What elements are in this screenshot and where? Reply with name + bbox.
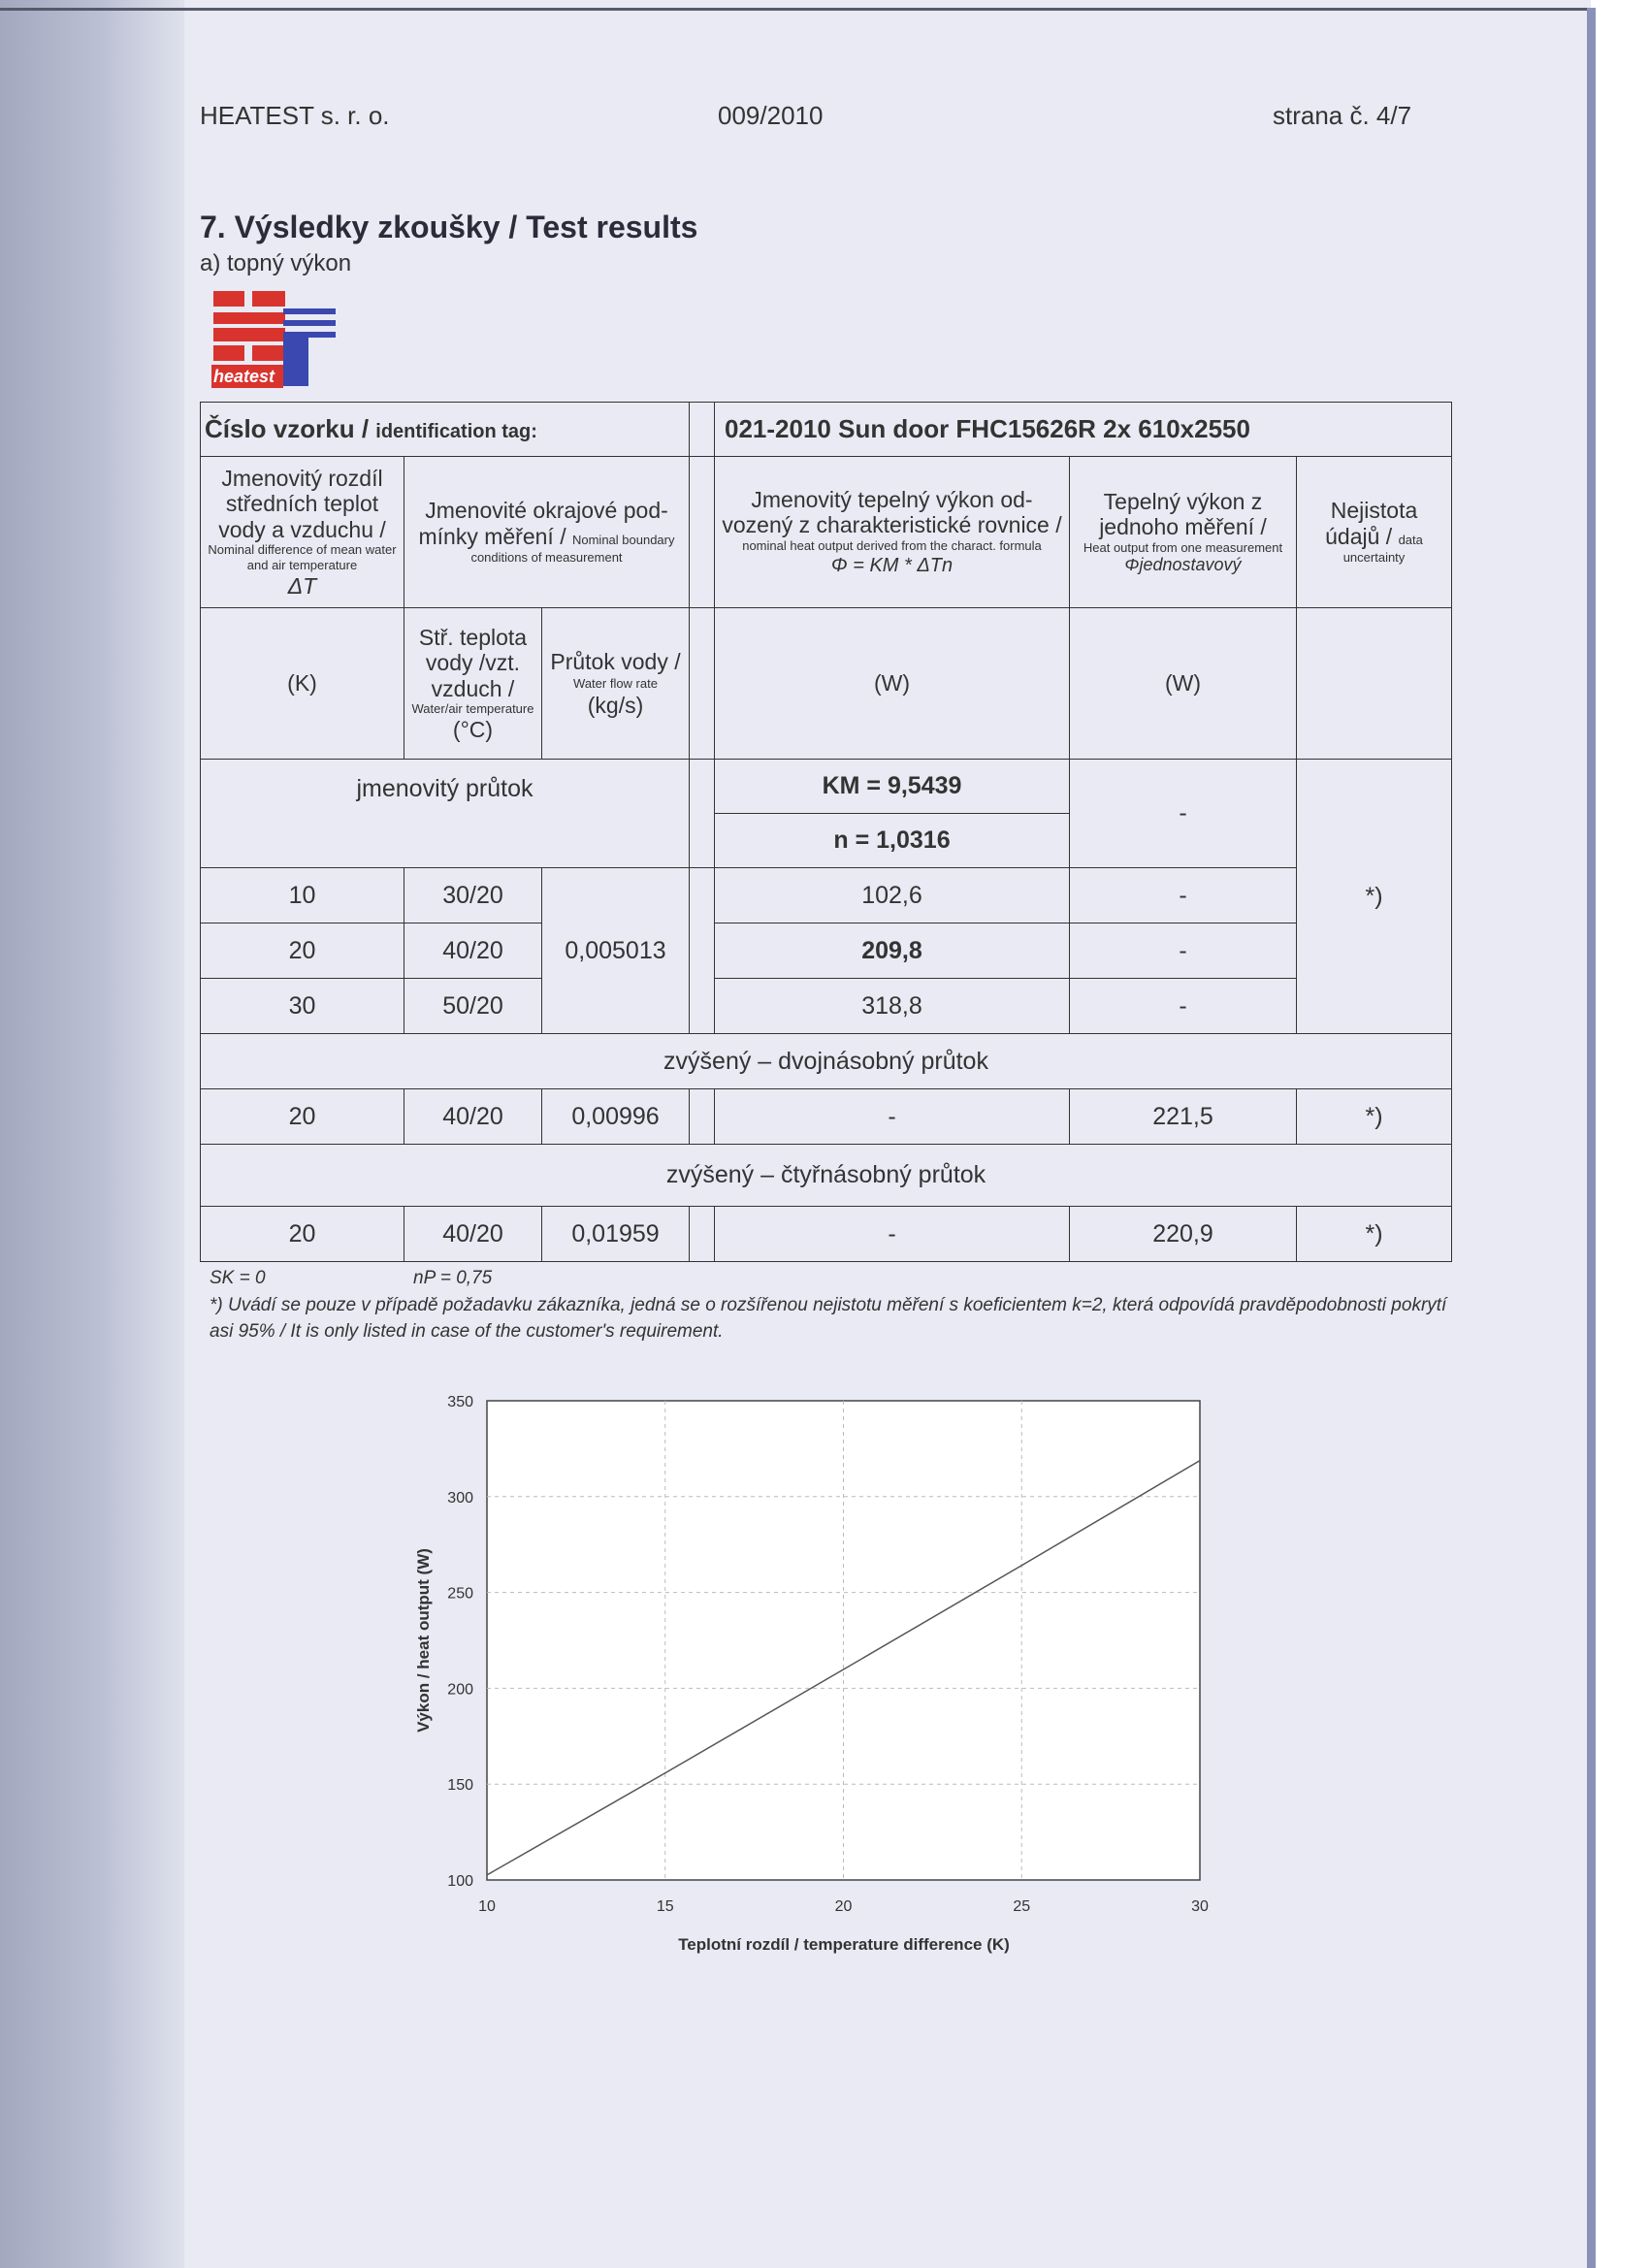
table-row <box>201 979 1452 1034</box>
col4-cz: Tepelný výkon z jednoho měření / <box>1099 488 1267 540</box>
dt-cell: 10 <box>201 868 404 923</box>
separator-cell <box>690 403 715 457</box>
col5-cz: Nejistota údajů / <box>1325 498 1418 549</box>
calc-output-cell: 209,8 <box>715 923 1070 979</box>
table-row <box>201 1089 1452 1145</box>
col5-empty <box>1297 608 1452 760</box>
col4-en: Heat output from one measurement <box>1083 539 1283 555</box>
meas-output-cell: - <box>1070 868 1297 923</box>
calc-output-cell: 102,6 <box>715 868 1070 923</box>
calc-output-cell: - <box>715 1207 1070 1262</box>
dt-cell: 20 <box>201 1207 404 1262</box>
col3-cz: Jmenovitý tepelný výkon od-vozený z charakteristické rovnice / <box>722 486 1062 537</box>
y-tick-label: 200 <box>447 1681 473 1699</box>
temp-cell: 50/20 <box>404 979 542 1034</box>
dt-cell: 20 <box>201 923 404 979</box>
notes-params <box>210 1265 1471 1292</box>
y-tick-label: 300 <box>447 1489 473 1507</box>
np-note: nP = 0,75 <box>413 1268 493 1288</box>
nominal-uncertainty: *) <box>1297 760 1452 1034</box>
id-label: Číslo vzorku / <box>205 414 376 443</box>
table-row <box>201 923 1452 979</box>
nominal-meas-dash: - <box>1070 760 1297 868</box>
col2b-en: Water flow rate <box>573 675 658 691</box>
x-tick-labels <box>478 1898 1209 1915</box>
y-tick-label: 150 <box>447 1777 473 1795</box>
separator-cell <box>690 868 715 1034</box>
temp-cell: 40/20 <box>404 1207 542 1262</box>
separator-cell <box>690 1089 715 1145</box>
page-shadow <box>0 0 184 2268</box>
y-tick-label: 350 <box>447 1394 473 1410</box>
col5-en: data uncertainty <box>1342 532 1423 565</box>
table-row <box>201 868 1452 923</box>
col2a-header <box>404 608 542 760</box>
x-tick-label: 25 <box>1013 1898 1031 1915</box>
page-number: strana č. 4/7 <box>1273 101 1412 130</box>
km-value: KM = 9,5439 <box>715 760 1070 814</box>
id-label-cell <box>201 403 690 457</box>
separator-cell <box>690 457 715 608</box>
y-tick-label: 100 <box>447 1873 473 1890</box>
separator-cell <box>690 1207 715 1262</box>
results-table <box>200 402 1452 1262</box>
x-axis-label: Teplotní rozdíl / temperature difference (K) <box>678 1935 1010 1954</box>
col2-en: Nominal boundary conditions of measurement <box>470 532 675 565</box>
uncertainty-cell: *) <box>1297 1207 1452 1262</box>
col3-header <box>715 457 1070 608</box>
meas-output-cell: 220,9 <box>1070 1207 1297 1262</box>
col3-unit: (W) <box>715 608 1070 760</box>
x-tick-label: 30 <box>1191 1898 1209 1915</box>
col2a-unit: (°C) <box>452 716 494 742</box>
document-number: 009/2010 <box>718 101 824 130</box>
sk-note: SK = 0 <box>210 1268 266 1288</box>
meas-output-cell: - <box>1070 923 1297 979</box>
temp-cell: 30/20 <box>404 868 542 923</box>
y-tick-label: 250 <box>447 1585 473 1603</box>
col1-cz: Jmenovitý rozdíl středních teplot vody a vzduchu / <box>218 466 386 542</box>
section-title: 7. Výsledky zkoušky / Test results <box>200 210 698 244</box>
meas-output-cell: - <box>1070 979 1297 1034</box>
dt-cell: 30 <box>201 979 404 1034</box>
separator-cell <box>690 608 715 760</box>
col1-sym: ΔT <box>287 572 317 599</box>
separator-cell <box>690 760 715 868</box>
page-edge <box>1591 0 1649 2268</box>
col2b-unit: (kg/s) <box>587 692 644 718</box>
y-axis-label: Výkon / heat output (W) <box>414 1548 433 1733</box>
col4-sym: Φjednostavový <box>1124 555 1242 575</box>
section-subtitle: a) topný výkon <box>200 250 352 276</box>
company-name: HEATEST s. r. o. <box>200 101 390 130</box>
dt-cell: 20 <box>201 1089 404 1145</box>
col2-header <box>404 457 690 608</box>
calc-output-cell: 318,8 <box>715 979 1070 1034</box>
col2-cz: Jmenovité okrajové pod-mínky měření / <box>418 498 668 549</box>
col4-header <box>1070 457 1297 608</box>
temp-cell: 40/20 <box>404 923 542 979</box>
flow-cell: 0,00996 <box>542 1089 690 1145</box>
col2a-en: Water/air temperature <box>411 701 534 717</box>
x-tick-label: 20 <box>834 1898 853 1915</box>
double-flow-label: zvýšený – dvojnásobný průtok <box>201 1034 1452 1089</box>
meas-output-cell: 221,5 <box>1070 1089 1297 1145</box>
col4-unit: (W) <box>1070 608 1297 760</box>
temp-cell: 40/20 <box>404 1089 542 1145</box>
col1-header <box>201 457 404 608</box>
col2a-cz: Stř. teplota vody /vzt. vzduch / <box>418 624 528 701</box>
heat-output-chart <box>407 1377 1261 1979</box>
col3-en: nominal heat output derived from the charact. formula <box>742 538 1042 554</box>
id-value: 021-2010 Sun door FHC15626R 2x 610x2550 <box>715 403 1452 457</box>
col2b-header <box>542 608 690 760</box>
table-row <box>201 1207 1452 1262</box>
quad-flow-label: zvýšený – čtyřnásobný průtok <box>201 1145 1452 1207</box>
col3-formula: Φ = KM * ΔTn <box>830 555 954 577</box>
n-value: n = 1,0316 <box>715 814 1070 868</box>
id-label-en: identification tag: <box>375 421 537 442</box>
binding-bar <box>1587 8 1596 2268</box>
y-tick-labels <box>447 1394 473 1890</box>
flow-cell: 0,01959 <box>542 1207 690 1262</box>
flow-cell: 0,005013 <box>542 868 690 1034</box>
notes-block <box>210 1265 1471 1345</box>
calc-output-cell: - <box>715 1089 1070 1145</box>
footnote: *) Uvádí se pouze v případě požadavku zákazníka, jedná se o rozšířenou nejistotu měření s koeficientem k=2, která odpovídá pravděpodobnosti pokrytí asi 95% / It is only listed in case of the customer's requirement. <box>210 1294 1447 1343</box>
col1-unit: (K) <box>201 608 404 760</box>
x-tick-label: 15 <box>656 1898 674 1915</box>
col1-en: Nominal difference of mean water and air temperature <box>208 542 397 572</box>
col2b-cz: Průtok vody / <box>550 649 681 675</box>
uncertainty-cell: *) <box>1297 1089 1452 1145</box>
col5-header <box>1297 457 1452 608</box>
nominal-flow-label: jmenovitý průtok <box>201 760 690 868</box>
x-tick-label: 10 <box>478 1898 496 1915</box>
top-edge-line <box>0 8 1610 11</box>
logo-text: heatest <box>213 367 275 386</box>
